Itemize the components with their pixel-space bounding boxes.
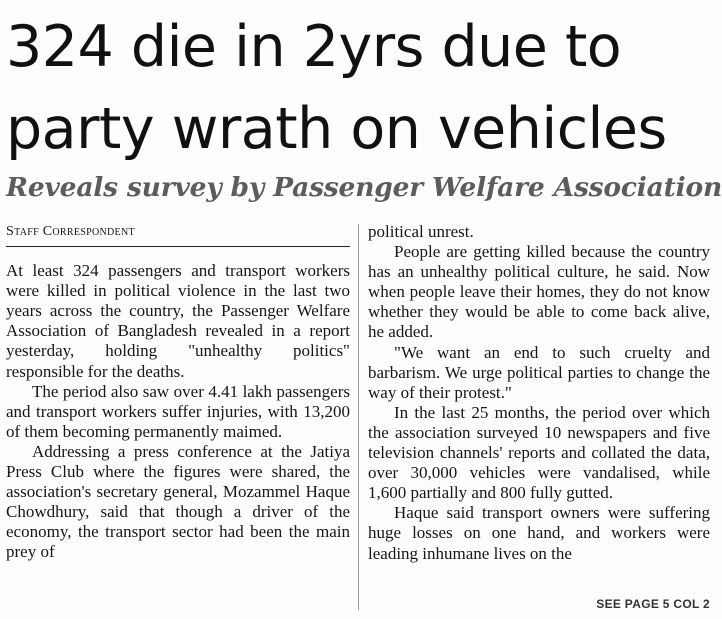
article-paragraph: The period also saw over 4.41 lakh passengers and transport workers suffer injuries, with 13,200 of them becoming permanently maimed. [6, 381, 350, 441]
article-paragraph: At least 324 passengers and transport workers were killed in political violence in the last two years across the country, the Passenger Welfare Association of Bangladesh revealed in a report yesterday, holding "unhealthy politics" responsible for the deaths. [6, 261, 350, 381]
headline: 324 die in 2yrs due to party wrath on vehicles [6, 14, 667, 162]
continuation-link[interactable]: SEE PAGE 5 COL 2 [596, 597, 710, 611]
article-paragraph: People are getting killed because the country has an unhealthy political culture, he said. Now when people leave their homes, they do not know whether they would be able to come back alive, he added. [368, 242, 710, 342]
column-divider [358, 224, 359, 610]
article-column-right [368, 222, 710, 564]
subheadline: Reveals survey by Passenger Welfare Association [6, 172, 722, 203]
article-paragraph: "We want an end to such cruelty and barbarism. We urge political parties to change the way of their protest." [368, 342, 710, 402]
article-paragraph-continued: political unrest. [368, 222, 474, 241]
article-column-left [6, 222, 350, 563]
article-paragraph: In the last 25 months, the period over which the association surveyed 10 newspapers and five television channels' reports and collated the data, over 30,000 vehicles were vandalised, while 1,600 partially and 800 fully gutted. [368, 402, 710, 503]
byline: Staff Correspondent [6, 222, 350, 247]
article-paragraph: Addressing a press conference at the Jatiya Press Club where the figures were shared, the association's secretary general, Mozammel Haque Chowdhury, said that though a driver of the economy, the transport sector had been the main prey of [6, 441, 350, 562]
article-paragraph: Haque said transport owners were suffering huge losses on one hand, and workers were leading inhumane lives on the [368, 503, 710, 563]
